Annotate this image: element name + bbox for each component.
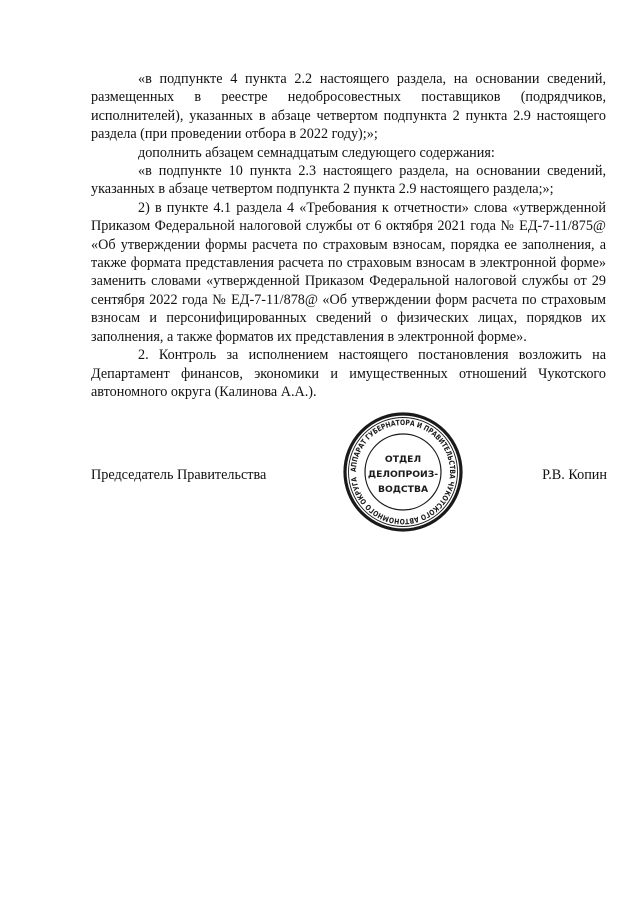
paragraph-3: «в подпункте 10 пункта 2.3 настоящего раздела, на основании сведений, указанных в абзаце четвертом подпункта 2 пункта 2.9 настоящего раздела;»; xyxy=(91,163,606,198)
official-seal xyxy=(342,411,464,533)
document-body xyxy=(91,70,606,401)
seal-ring-text: АППАРАТ ГУБЕРНАТОРА И ПРАВИТЕЛЬСТВА ЧУКОТСКОГО АВТОНОМНОГО ОКРУГА xyxy=(348,417,458,527)
signatory-name: Р.В. Копин xyxy=(542,467,607,483)
paragraph-2: дополнить абзацем семнадцатым следующего содержания: xyxy=(138,144,495,161)
seal-center-line-1: ОТДЕЛ xyxy=(384,454,422,465)
seal-center-line-2: ДЕЛОПРОИЗ- xyxy=(367,469,439,480)
signatory-title: Председатель Правительства xyxy=(91,467,267,483)
paragraph-1: «в подпункте 4 пункта 2.2 настоящего раздела, на основании сведений, размещенных в реестре недобросовестных поставщиков (подрядчиков, исполнителей), указанных в абзаце четвертом подпункта 2 пункта 2.9 настоящего раздела (при проведении отбора в 2022 году);»; xyxy=(91,71,606,143)
paragraph-4: 2) в пункте 4.1 раздела 4 «Требования к отчетности» слова «утвержденной Приказом Федеральной налоговой службы от 6 октября 2021 года № ЕД-7-11/875@ «Об утверждении формы расчета по страховым взносам, порядка ее заполнения, а также формата представления расчета по страховым взносам в электронной форме» заменить словами «утвержденной Приказом Федеральной налоговой службы от 29 сентября 2022 года № ЕД-7-11/878@ «Об утверждении форм расчета по страховым взносам и персонифицированных сведений о физических лицах, порядков их заполнения, а также форматов их представления в электронной форме». xyxy=(91,199,606,345)
seal-center-line-3: ВОДСТВА xyxy=(377,484,429,495)
paragraph-5: 2. Контроль за исполнением настоящего постановления возложить на Департамент финансов, экономики и имущественных отношений Чукотского автономного округа (Калинова А.А.). xyxy=(91,347,606,400)
